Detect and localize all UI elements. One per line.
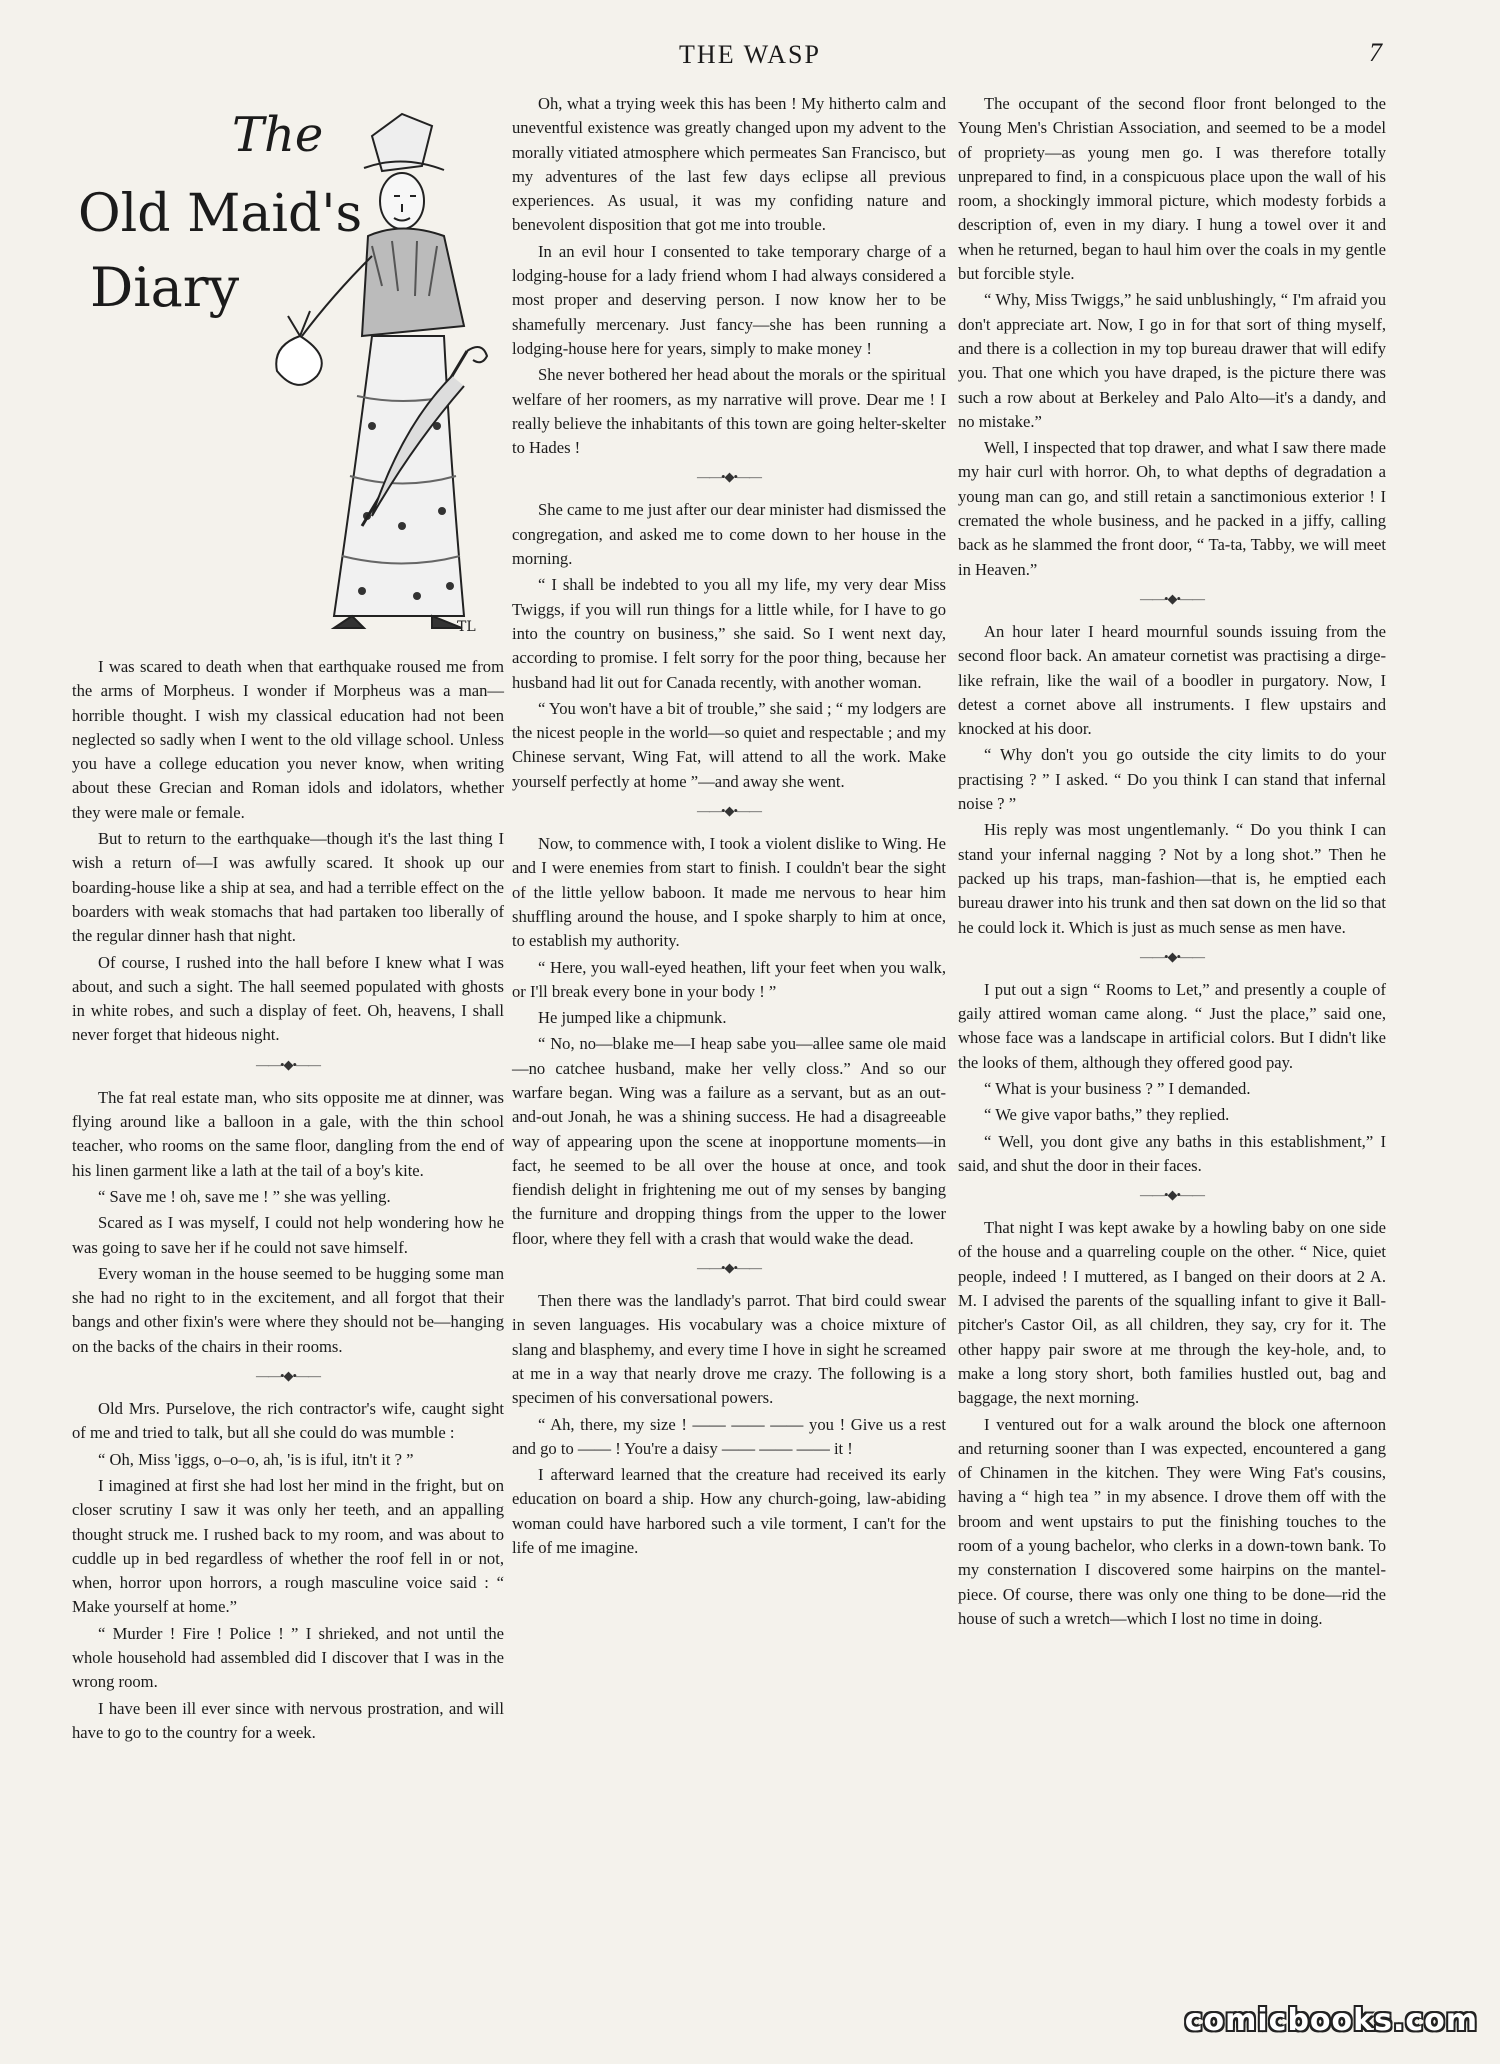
article-column-1: [72, 655, 504, 1747]
article-paragraph: “ We give vapor baths,” they replied.: [984, 1105, 1230, 1125]
section-separator: ——•◆•——: [696, 469, 762, 485]
article-paragraph: “ You won't have a bit of trouble,” she said ; “ my lodgers are the nicest people in the world—so quiet and respectable ; and my Chinese servant, Wing Fat, will attend to all the work. Make yourself perfectly at home ”—and away she went.: [512, 698, 946, 791]
article-paragraph: His reply was most ungentlemanly. “ Do you think I can stand your infernal nagging ? Not by a long shot.” Then he packed up his traps, man-fashion—that is, he emptied each bureau drawer into his trunk and then sat down on the lid so that he could lock it. Which is just as much sense as men have.: [958, 820, 1386, 937]
illustration-title-line-1: The: [232, 107, 324, 163]
artist-initials: TL: [457, 619, 476, 635]
article-paragraph: Now, to commence with, I took a violent dislike to Wing. He and I were enemies from start to finish. I couldn't bear the sight of the little yellow baboon. It made me nervous to hear him shuffling around the house, and I spoke sharply to him at once, to establish my authority.: [512, 834, 946, 951]
section-separator: ——•◆•——: [255, 1056, 321, 1072]
article-column-2: [512, 92, 946, 1562]
article-paragraph: Then there was the landlady's parrot. That bird could swear in seven languages. His vocabulary was a choice mixture of slang and blasphemy, and every time I hove in sight he screamed at me in a way that nearly drove me crazy. The following is a specimen of his conversational powers.: [512, 1291, 946, 1408]
article-paragraph: Old Mrs. Purselove, the rich contractor's wife, caught sight of me and tried to talk, but all she could do was mumble :: [72, 1399, 504, 1443]
article-paragraph: Every woman in the house seemed to be hugging some man she had no right to in the excitement, and all forgot that their bangs and other fixin's were where they should not be—hanging on the backs of the chairs in their rooms.: [72, 1263, 504, 1356]
article-paragraph: I was scared to death when that earthquake roused me from the arms of Morpheus. I wonder if Morpheus was a man—horrible thought. I wish my classical education had not been neglected so sadly when I went to the old village school. Unless you have a college education you never know, when writing about these Grecian and Roman idols and idolators, whether they were male or female.: [72, 657, 504, 822]
section-separator: ——•◆•——: [696, 1260, 762, 1276]
illustration-title-line-3: Diary: [90, 256, 240, 319]
article-paragraph: I ventured out for a walk around the block one afternoon and returning sooner than I was expected, encountered a gang of Chinamen in the kitchen. They were Wing Fat's cousins, having a “ high tea ” in my absence. I drove them off with the broom and went upstairs to put the finishing touches to the room of a young bachelor, who clerks in a down-town bank. To my consternation I discovered some hairpins on the mantel-piece. Of course, there was only one thing to be done—rid the house of such a wretch—which I lost no time in doing.: [958, 1414, 1386, 1628]
article-paragraph: She never bothered her head about the morals or the spiritual welfare of her roomers, as my narrative will prove. Dear me ! I really believe the inhabitants of this town are going helter-skelter to Hades !: [512, 365, 946, 458]
section-separator: ——•◆•——: [1139, 1187, 1205, 1203]
page-number: 7: [1369, 38, 1382, 67]
article-paragraph: “ Save me ! oh, save me ! ” she was yelling.: [98, 1186, 391, 1206]
article-paragraph: That night I was kept awake by a howling baby on one side of the house and a quarreling couple on the other. “ Nice, quiet people, indeed ! I muttered, as I banged on their doors at 2 A. M. I advised the parents of the squalling infant to give it Ball-pitcher's Castor Oil, as all children, they say, cry for it. The other happy pair swore at me through the key-hole, and, to make a long story short, both families hustled out, bag and baggage, the next morning.: [958, 1218, 1386, 1408]
old-maid-illustration: [72, 96, 492, 641]
illustration-title-line-2: Old Maid's: [78, 184, 363, 244]
article-paragraph: “ Ah, there, my size ! —— —— —— you ! Give us a rest and go to —— ! You're a daisy —— —— —— it !: [512, 1414, 946, 1458]
masthead: THE WASP: [679, 40, 821, 69]
article-column-3: [958, 92, 1386, 1633]
article-paragraph: “ I shall be indebted to you all my life, my very dear Miss Twiggs, if you will run things for a little while, for I have to go into the country on business,” she said. So I went next day, according to promise. I felt sorry for the poor thing, because her husband had lit out for Canada recently, with another woman.: [512, 575, 946, 692]
article-paragraph: “ Well, you dont give any baths in this establishment,” I said, and shut the door in their faces.: [958, 1131, 1386, 1175]
article-paragraph: Of course, I rushed into the hall before I knew what I was about, and such a sight. The hall seemed populated with ghosts in white robes, and such a display of feet. Oh, heavens, I shall never forget that hideous night.: [72, 952, 504, 1045]
section-separator: ——•◆•——: [1139, 948, 1205, 964]
article-paragraph: The occupant of the second floor front belonged to the Young Men's Christian Association, and seemed to be a model of propriety—as young men go. I was therefore totally unprepared to find, in a conspicuous place upon the wall of his room, a shockingly immoral picture, which modesty forbids a description of, even in my diary. I hung a towel over it and when he returned, began to haul him over the coals in my gentle but forcible style.: [958, 94, 1386, 284]
article-paragraph: The fat real estate man, who sits opposite me at dinner, was flying around like a balloon in a gale, with the thin school teacher, who rooms on the same floor, dangling from the end of his linen garment like a lath at the tail of a boy's kite.: [72, 1087, 504, 1180]
article-paragraph: Oh, what a trying week this has been ! My hitherto calm and uneventful existence was greatly changed upon my advent to the morally vitiated atmosphere which permeates San Francisco, but my adventures of the last few days eclipse all previous experiences. As usual, it was my confiding nature and benevolent disposition that got me into trouble.: [512, 94, 946, 235]
article-paragraph: Scared as I was myself, I could not help wondering how he was going to save her if he could not save himself.: [72, 1213, 504, 1257]
article-paragraph: “ Murder ! Fire ! Police ! ” I shrieked, and not until the whole household had assembled did I discover that I was in the wrong room.: [72, 1623, 504, 1692]
article-paragraph: “ Why don't you go outside the city limits to do your practising ? ” I asked. “ Do you think I can stand that infernal noise ? ”: [958, 745, 1386, 814]
article-paragraph: “ No, no—blake me—I heap sabe you—allee same ole maid—no catchee husband, make her velly closs.” And so our warfare began. Wing was a failure as a servant, but as an out-and-out Jonah, he was a shining success. He had a disagreeable way of appearing upon the scene at inopportune moments—in fact, he seemed to be all over the house at once, and took fiendish delight in frightening me out of my senses by banging the furniture and dropping things from the upper to the lower floor, where they fell with a crash that would wake the dead.: [512, 1034, 946, 1248]
article-paragraph: I imagined at first she had lost her mind in the fright, but on closer scrutiny I saw it was only her teeth, and an appalling thought struck me. I rushed back to my room, and was about to cuddle up in bed regardless of whether the roof fell in or not, when, horror upon horrors, a rough masculine voice said : “ Make yourself at home.”: [72, 1475, 504, 1617]
article-paragraph: I have been ill ever since with nervous prostration, and will have to go to the country for a week.: [72, 1698, 504, 1742]
article-paragraph: An hour later I heard mournful sounds issuing from the second floor back. An amateur cornetist was practising a dirge-like refrain, like the wail of a boodler in purgatory. Now, I detest a cornet above all instruments. I flew upstairs and knocked at his door.: [958, 621, 1386, 739]
section-separator: ——•◆•——: [255, 1368, 321, 1384]
article-paragraph: I afterward learned that the creature had received its early education on board a ship. How any church-going, law-abiding woman could have harbored such a vile torment, I can't for the life of me imagine.: [512, 1465, 946, 1558]
article-paragraph: “ Oh, Miss 'iggs, o–o–o, ah, 'is is iful, itn't it ? ”: [98, 1449, 414, 1469]
article-paragraph: “ What is your business ? ” I demanded.: [984, 1078, 1251, 1098]
article-paragraph: “ Why, Miss Twiggs,” he said unblushingly, “ I'm afraid you don't appreciate art. Now, I go in for that sort of thing myself, and there is a collection in my top bureau drawer that will edify you. That one which you have draped, is the picture there was such a row about at Berkeley and Palo Alto—it's a dandy, and no mistake.”: [958, 290, 1386, 431]
watermark: comicbooks.com: [1184, 2003, 1478, 2038]
article-paragraph: He jumped like a chipmunk.: [538, 1008, 727, 1028]
article-paragraph: “ Here, you wall-eyed heathen, lift your feet when you walk, or I'll break every bone in your body ! ”: [512, 957, 946, 1001]
article-paragraph: But to return to the earthquake—though it's the last thing I wish a return of—I was awfully scared. It shook up our boarding-house like a ship at sea, and had a terrible effect on the boarders with weak stomachs that had partaken too liberally of the regular dinner hash that night.: [72, 829, 504, 946]
section-separator: ——•◆•——: [696, 803, 762, 819]
article-paragraph: I put out a sign “ Rooms to Let,” and presently a couple of gaily attired woman came along. “ Just the place,” said one, whose face was a landscape in artificial colors. But I didn't like the looks of them, although they offered good pay.: [958, 979, 1386, 1072]
article-paragraph: Well, I inspected that top drawer, and what I saw there made my hair curl with horror. Oh, to what depths of degradation a young man can go, and still retain a sanctimonious exterior ! I cremated the whole business, and he packed in a jiffy, calling back as he slammed the front door, “ Ta-ta, Tabby, we will meet in Heaven.”: [958, 438, 1386, 579]
section-separator: ——•◆•——: [1139, 590, 1205, 606]
article-paragraph: She came to me just after our dear minister had dismissed the congregation, and asked me to come down to her house in the morning.: [512, 500, 946, 569]
article-paragraph: In an evil hour I consented to take temporary charge of a lodging-house for a lady friend whom I had always considered a most proper and deserving person. I now know her to be shamefully mercenary. Just fancy—she has been running a lodging-house here for years, simply to make money !: [512, 241, 946, 358]
